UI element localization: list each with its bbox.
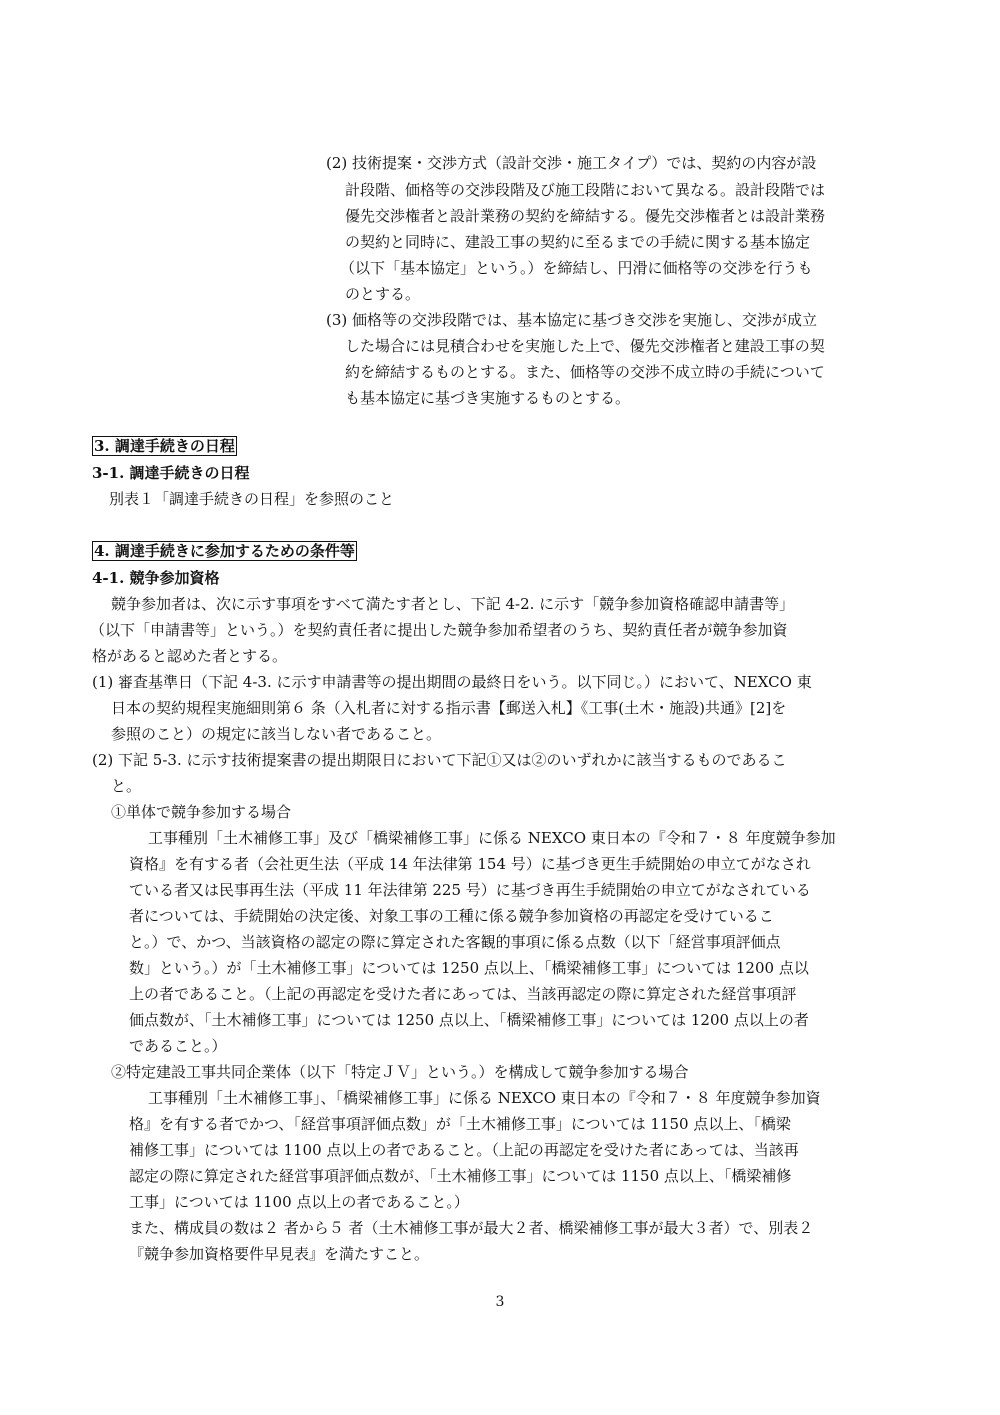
text-line: 工事」については 1100 点以上の者であること。） [129, 1193, 469, 1211]
text-line: 工事種別「土木補修工事」、「橋梁補修工事」に係る NEXCO 東日本の『令和７・８ 年度競争参加資 [148, 1089, 821, 1107]
text-line: も基本協定に基づき実施するものとする。 [345, 389, 631, 407]
text-line: 競争参加者は、次に示す事項をすべて満たす者とし、下記 4-2. に示す「競争参加資格確認申請書等」 [111, 595, 795, 613]
text-line: 数」という。）が「土木補修工事」については 1250 点以上、「橋梁補修工事」については 1200 点以 [129, 959, 809, 977]
text-line: (1) 審査基準日（下記 4-3. に示す申請書等の提出期間の最終日をいう。以下同じ。）において、NEXCO 東 [92, 673, 812, 691]
text-line: と。）で、かつ、当該資格の認定の際に算定された客観的事項に係る点数（以下「経営事項評価点 [129, 933, 781, 951]
text-line: 者については、手続開始の決定後、対象工事の工種に係る競争参加資格の再認定を受けているこ [129, 907, 774, 925]
text-line: のとする。 [345, 285, 421, 303]
text-line: (3) 価格等の交渉段階では、基本協定に基づき交渉を実施し、交渉が成立 [326, 311, 818, 329]
case-1-title: ①単体で競争参加する場合 [111, 803, 292, 821]
text-line: (2) 技術提案・交渉方式（設計交渉・施工タイプ）では、契約の内容が設 [326, 154, 817, 172]
text-line: 認定の際に算定された経営事項評価点数が、「土木補修工事」については 1150 点以上、「橋梁補修 [129, 1167, 792, 1185]
text-line: 資格』を有する者（会社更生法（平成 14 年法律第 154 号）に基づき更生手続開始の申立てがなされ [129, 855, 811, 873]
text-line: 工事種別「土木補修工事」及び「橋梁補修工事」に係る NEXCO 東日本の『令和７・８ 年度競争参加 [148, 829, 836, 847]
text-line: （以下「申請書等」という。）を契約責任者に提出した競争参加希望者のうち、契約責任者が競争参加資 [90, 621, 788, 639]
section-3-heading: 3. 調達手続きの日程 [94, 437, 235, 455]
text-line: 計段階、価格等の交渉段階及び施工段階において異なる。設計段階では [345, 181, 826, 199]
text-line: (2) 下記 5-3. に示す技術提案書の提出期限日において下記①又は②のいずれかに該当するものであるこ [92, 751, 787, 769]
text-line: 参照のこと）の規定に該当しない者であること。 [111, 725, 442, 743]
text-line: また、構成員の数は２ 者から５ 者（土木補修工事が最大２者、橋梁補修工事が最大３者）で、別表２ [129, 1219, 814, 1237]
section-3-1-text: 別表１「調達手続きの日程」を参照のこと [109, 490, 395, 508]
text-line: 価点数が、「土木補修工事」については 1250 点以上、「橋梁補修工事」については 1200 点以上の者 [129, 1011, 809, 1029]
section-4-heading: 4. 調達手続きに参加するための条件等 [94, 542, 355, 560]
text-line: 格』を有する者でかつ、「経営事項評価点数」が「土木補修工事」については 1150 点以上、「橋梁 [129, 1115, 791, 1133]
text-line: と。 [111, 777, 142, 795]
section-4-1-heading: 4-1. 競争参加資格 [92, 569, 220, 587]
section-3-1-heading: 3-1. 調達手続きの日程 [92, 464, 250, 482]
text-line: 約を締結するものとする。また、価格等の交渉不成立時の手続について [345, 363, 825, 381]
page-number: 3 [495, 1294, 505, 1310]
text-line: 格があると認めた者とする。 [92, 647, 288, 665]
text-line: 上の者であること。（上記の再認定を受けた者にあっては、当該再認定の際に算定された経営事項評 [129, 985, 797, 1003]
text-line: ている者又は民事再生法（平成 11 年法律第 225 号）に基づき再生手続開始の申立てがなされている [129, 881, 811, 899]
text-line: の契約と同時に、建設工事の契約に至るまでの手続に関する基本協定 [345, 233, 811, 251]
text-line: （以下「基本協定」という。）を締結し、円滑に価格等の交渉を行うも [340, 259, 813, 277]
text-line: であること。） [129, 1037, 227, 1055]
text-line: 補修工事」については 1100 点以上の者であること。（上記の再認定を受けた者にあっては、当該再 [129, 1141, 799, 1159]
text-line: 優先交渉権者と設計業務の契約を締結する。優先交渉権者とは設計業務 [345, 207, 826, 225]
text-line: 日本の契約規程実施細則第６ 条（入札者に対する指示書【郵送入札】《工事(土木・施設)共通》[2]を [111, 699, 787, 717]
text-line: 『競争参加資格要件早見表』を満たすこと。 [129, 1245, 430, 1263]
text-line: した場合には見積合わせを実施した上で、優先交渉権者と建設工事の契 [345, 337, 825, 355]
case-2-title: ②特定建設工事共同企業体（以下「特定ＪＶ」という。）を構成して競争参加する場合 [111, 1063, 689, 1081]
